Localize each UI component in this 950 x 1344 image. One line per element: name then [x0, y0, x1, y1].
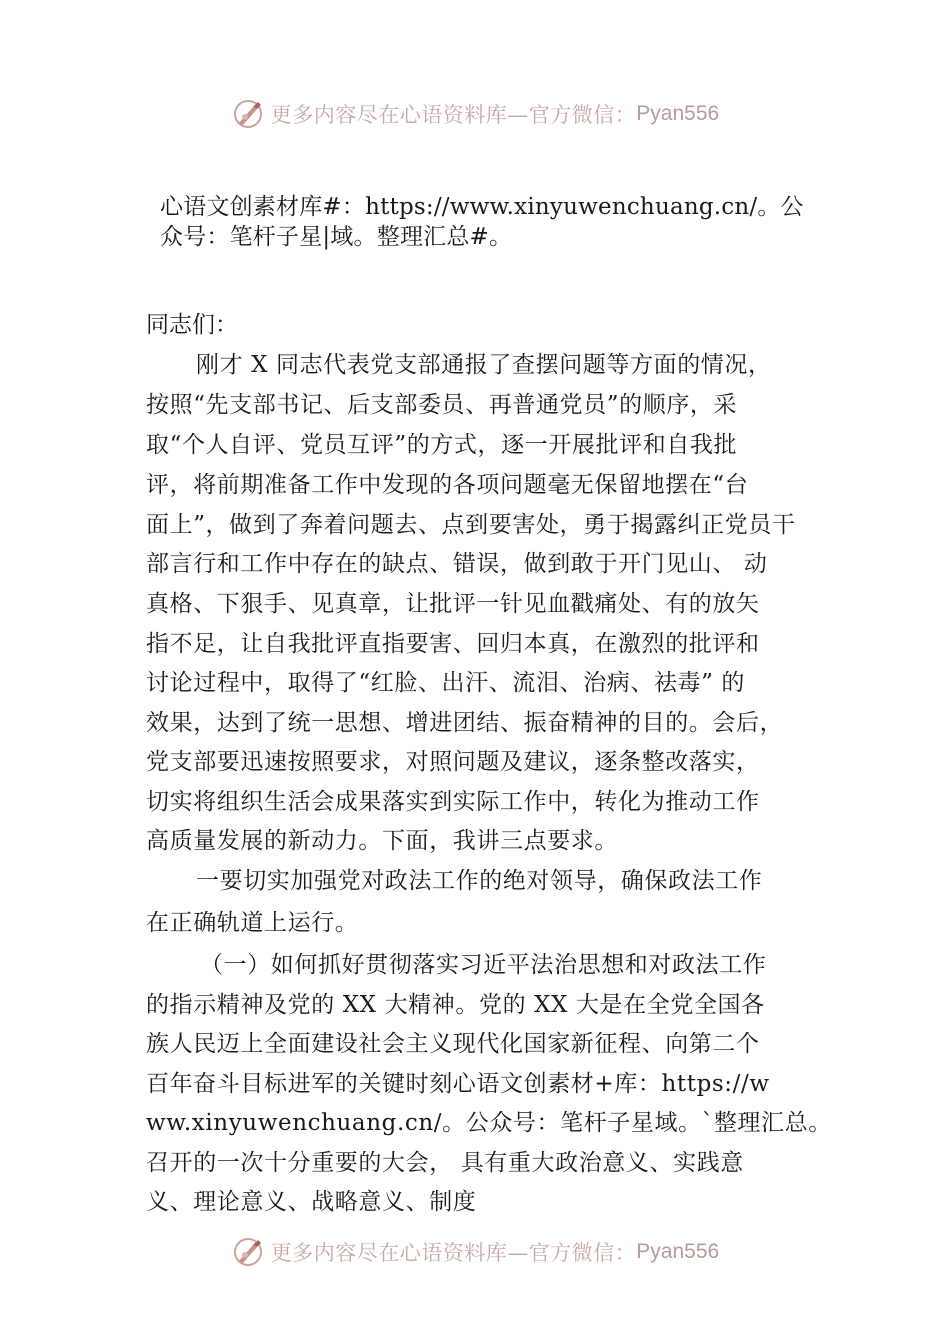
body-line: 讨论过程中，取得了“红脸、出汗、流泪、治病、祛毒” 的 [146, 670, 746, 696]
watermark-text: 更多内容尽在心语资料库—官方微信： [270, 103, 637, 127]
body-line: 切实将组织生活会成果落实到实际工作中，转化为推动工作 [146, 789, 760, 815]
body-line: 指不足，让自我批评直指要害、回归本真，在激烈的批评和 [146, 631, 760, 657]
body-line: 部言行和工作中存在的缺点、错误，做到敢于开门见山、 动 [146, 551, 768, 577]
body-line: 面上”，做到了奔着问题去、点到要害处，勇于揭露纠正党员干 [146, 512, 796, 538]
body-line: 一要切实加强党对政法工作的绝对领导，确保政法工作 [196, 868, 763, 894]
body-line: 召开的一次十分重要的大会， 具有重大政治意义、实践意 [146, 1150, 744, 1176]
watermark-wechat-id: Pyan556 [636, 1240, 720, 1263]
body-line: 在正确轨道上运行。 [146, 910, 359, 936]
body-line: 百年奋斗目标进军的关键时刻心语文创素材+库：https://w [146, 1071, 770, 1097]
greeting: 同志们： [146, 312, 238, 338]
body-line: 取“个人自评、党员互评”的方式，逐一开展批评和自我批 [146, 432, 738, 458]
watermark-wechat-id: Pyan556 [636, 102, 720, 125]
watermark-top [0, 94, 950, 134]
body-line: 真格、下狠手、见真章，让批评一针见血戳痛处、有的放矢 [146, 591, 760, 617]
body-line: 族人民迈上全面建设社会主义现代化国家新征程、向第二个 [146, 1031, 760, 1057]
header-note: 心语文创素材库#：https://www.xinyuwenchuang.cn/。公众号：笔杆子星|域。整理汇总#。 [160, 194, 804, 250]
watermark-text: 更多内容尽在心语资料库—官方微信： [270, 1241, 637, 1265]
body-line: 评，将前期准备工作中发现的各项问题毫无保留地摆在“台 [146, 472, 749, 498]
watermark-bottom [0, 1232, 950, 1272]
body-line: 效果，达到了统一思想、增进团结、振奋精神的目的。会后， [146, 710, 784, 736]
body-line: 的指示精神及党的 XX 大精神。党的 XX 大是在全党全国各 [146, 992, 765, 1018]
body-line: 党支部要迅速按照要求，对照问题及建议，逐条整改落实， [146, 749, 760, 775]
body-line: 高质量发展的新动力。下面，我讲三点要求。 [146, 828, 618, 854]
body-line: （一）如何抓好贯彻落实习近平法治思想和对政法工作 [200, 952, 767, 978]
pen-logo-icon [231, 97, 265, 131]
pen-logo-icon [231, 1235, 265, 1269]
body-line: ww.xinyuwenchuang.cn/。公众号：笔杆子星域。`整理汇总。 [146, 1110, 832, 1136]
body-line: 刚才 X 同志代表党支部通报了查摆问题等方面的情况， [196, 352, 772, 378]
body-line: 按照“先支部书记、后支部委员、再普通党员”的顺序，采 [146, 392, 738, 418]
body-line: 义、理论意义、战略意义、制度 [146, 1189, 477, 1215]
